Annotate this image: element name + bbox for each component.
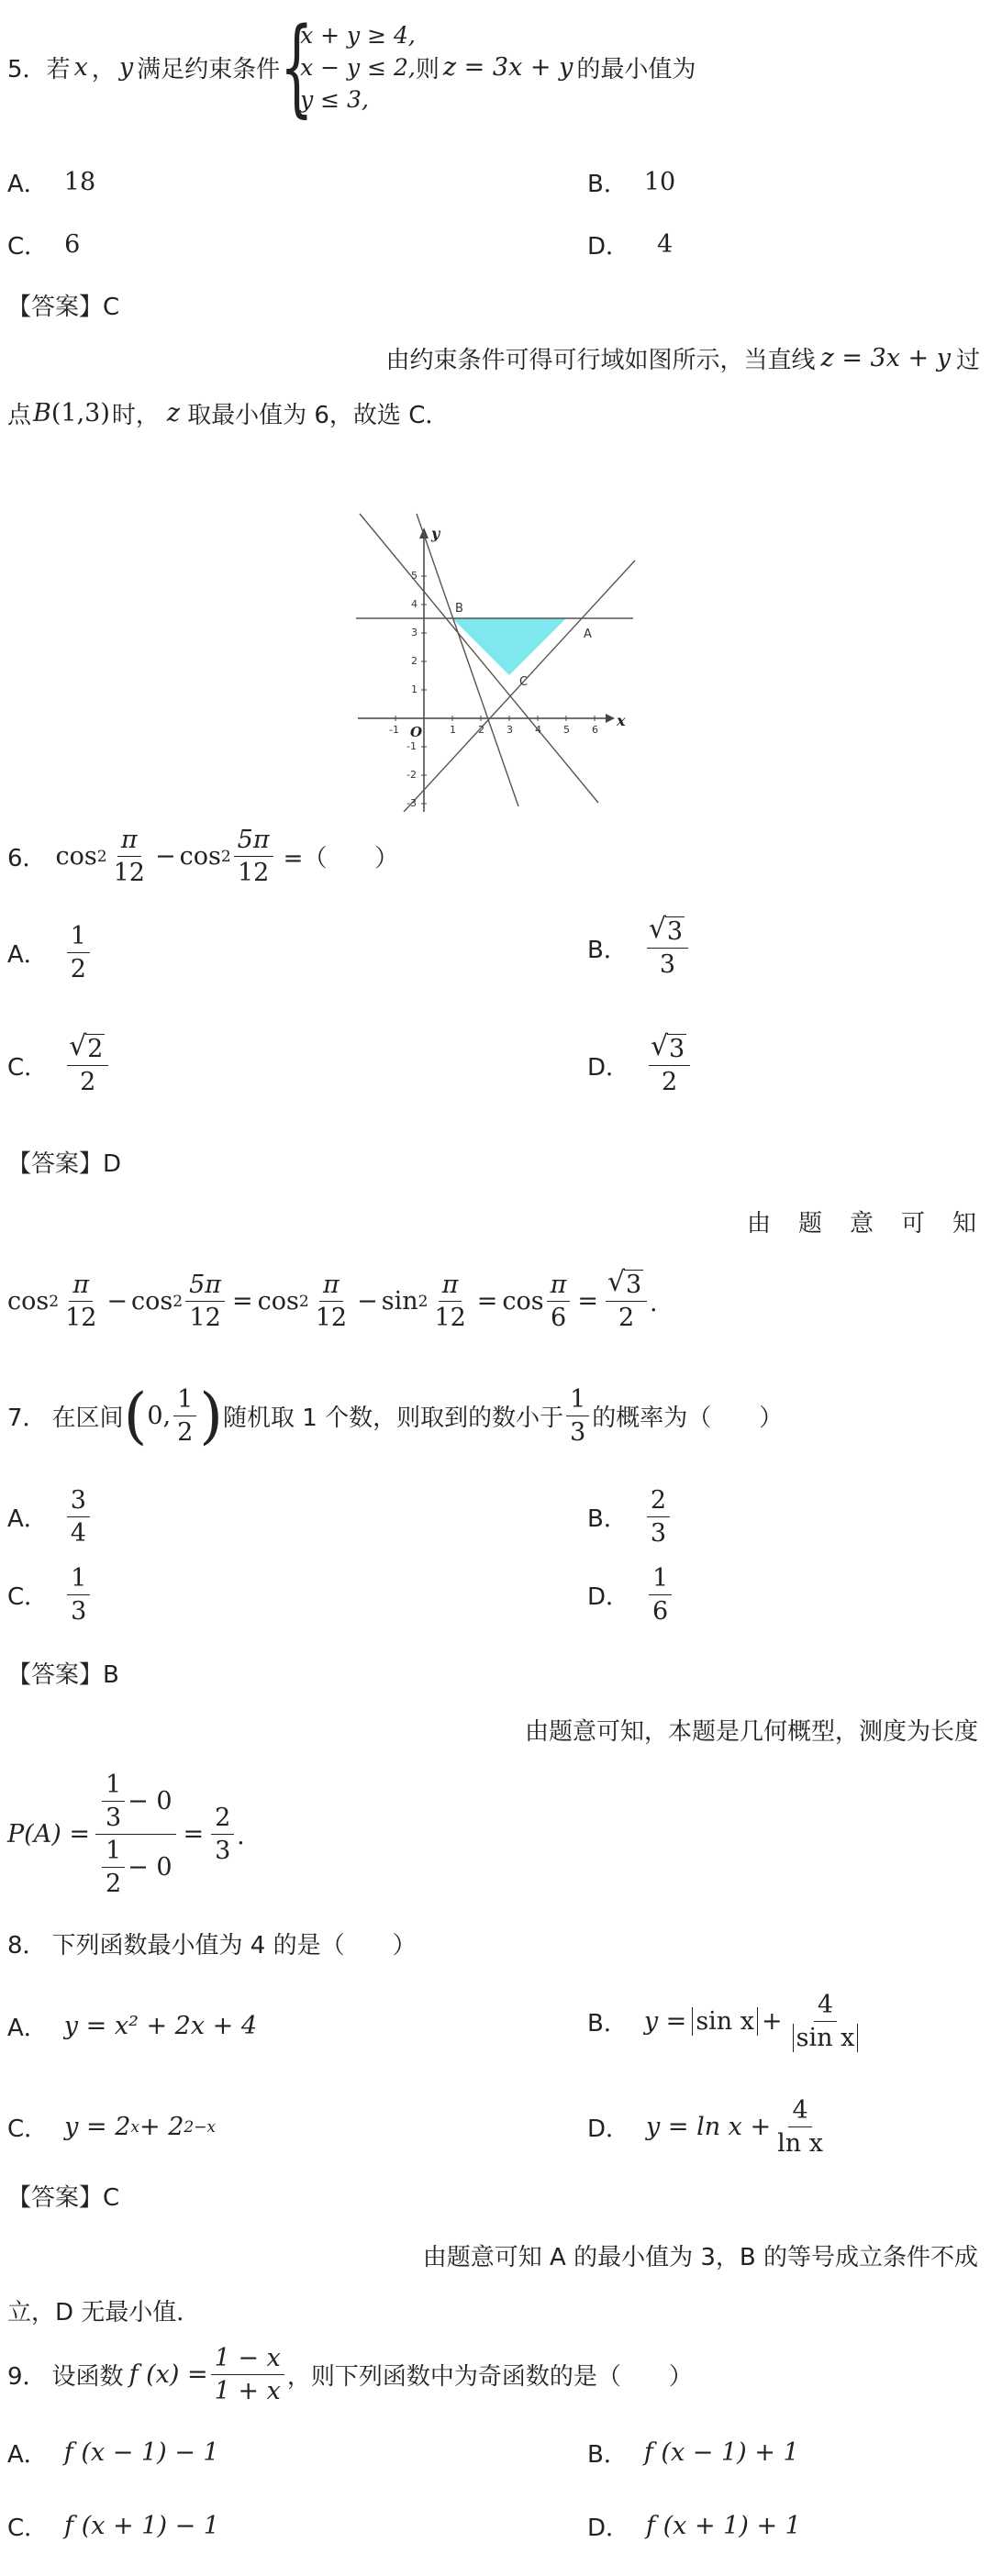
x-tick-label: 4	[535, 724, 541, 736]
feasible-region-graph	[349, 509, 642, 812]
q5-solution-line2: 点 B(1,3) 时， z 取最小值为 6，故选 C．	[7, 399, 450, 429]
q6-option-b: B． √ $\frac{3}{3}$	[587, 917, 691, 979]
q7-option-d: D． $\frac{1}{6}$	[587, 1564, 674, 1626]
constraint-brace: {	[280, 5, 314, 128]
q8-option-c: C． y = 2 x + 2 2−x	[7, 2113, 217, 2143]
q9-stem: 9． 设函数 f (x) = $\frac{1 - x}{1 + x}$ ，则下列函数中为奇函数的是（ ）	[7, 2344, 693, 2406]
q8-answer: 【答案】C	[7, 2184, 120, 2212]
q5-answer: 【答案】C	[7, 294, 120, 321]
x-tick-label: 3	[507, 724, 513, 736]
q8-option-a: A． y = x² + 2x + 4	[7, 2012, 258, 2042]
q8-option-b: B． y = sin x + $\frac{4}{\text{sin x}}$	[587, 1991, 864, 2052]
y-tick-label: -1	[406, 740, 417, 752]
q6-option-c: C． √ $\frac{2}{2}$	[7, 1035, 111, 1096]
constraint-system	[300, 19, 416, 116]
q5-option-c: C． 6	[7, 230, 81, 261]
q6-solution-text: 由 题 意 可 知	[746, 1210, 978, 1238]
x-tick-label: -1	[389, 724, 399, 736]
point-label-c: C	[519, 675, 529, 689]
y-tick-label: 2	[411, 655, 418, 667]
q5-option-a: A． 18	[7, 168, 96, 198]
q5-solution-line1: 由约束条件可得可行域如图所示，当直线 z = 3x + y 过	[385, 344, 980, 374]
q5-stem: 5． 若 x ， y 满足约束条件 { x + y ≥ 4, x − y ≤ 2, y ≤ 3, 则 z = 3x + y 的最小值为	[7, 5, 696, 128]
x-axis-label: x	[617, 712, 626, 729]
constraint-3: y ≤ 3,	[300, 85, 369, 113]
y-tick-label: 4	[411, 598, 418, 610]
x-axis-arrow	[606, 714, 615, 723]
q6-answer: 【答案】D	[7, 1150, 122, 1178]
y-tick-label: -3	[406, 797, 417, 809]
y-tick-label: 1	[411, 683, 418, 695]
q7-solution-text: 由题意可知，本题是几何概型，测度为长度	[524, 1718, 978, 1746]
constraint-2: x − y ≤ 2,	[300, 53, 416, 81]
q7-number: 7．	[7, 1405, 47, 1433]
q9-option-b: B． f (x − 1) + 1	[587, 2438, 799, 2469]
point-label-a: A	[584, 627, 592, 641]
q8-option-d: D． y = ln x + $\frac{4}{\text{ln x}}$	[587, 2096, 823, 2159]
axis-ticks	[395, 576, 595, 804]
x-tick-label: 2	[478, 724, 484, 736]
q6-number: 6．	[7, 845, 47, 873]
x-tick-label: 1	[450, 724, 456, 736]
y-tick-label: 5	[411, 570, 418, 582]
x-tick-label: 5	[563, 724, 570, 736]
q8-solution-line1: 由题意可知 A 的最小值为 3，B 的等号成立条件不成	[422, 2244, 978, 2271]
objective-expr: z = 3x + y	[442, 52, 573, 82]
q6-solution-formula: cos 2 $\frac{\pi}{12}$ − cos 2 $\frac{5\pi}{12}$ = cos 2 $\frac{\pi}{12}$ − sin 2 $\frac{\pi}{12}$ = cos $\frac{\pi}{6}$ = √ $\frac{3}{2}$ ．	[7, 1271, 674, 1332]
q5-option-d: D． 4	[587, 230, 674, 261]
line-x-plus-y-eq-4	[360, 514, 598, 803]
q8-stem: 8． 下列函数最小值为 4 的是（ ）	[7, 1926, 417, 1960]
q7-solution-formula: P(A) = $\frac{1}{3}$ − 0 $\frac{1}{2}$ − 0 = $\frac{2}{3}$ ．	[7, 1771, 262, 1899]
q7-option-a: A． $\frac{3}{4}$	[7, 1486, 93, 1548]
q7-option-b: B． $\frac{2}{3}$	[587, 1486, 673, 1548]
x-tick-label: 6	[592, 724, 598, 736]
q9-option-d: D． f (x + 1) + 1	[587, 2512, 801, 2542]
q8-number: 8．	[7, 1932, 47, 1960]
origin-label: O	[410, 724, 423, 740]
q7-stem: 7． 在区间 ( 0, $\frac{1}{2}$ ) 随机取 1 个数，则取到的数小于 $\frac{1}{3}$ 的概率为（ ）	[7, 1380, 784, 1451]
q9-option-a: A． f (x − 1) − 1	[7, 2438, 219, 2469]
q6-option-a: A． $\frac{1}{2}$	[7, 922, 93, 983]
y-axis-label: y	[431, 525, 440, 542]
q7-option-c: C． $\frac{1}{3}$	[7, 1564, 93, 1626]
y-tick-label: 3	[411, 627, 418, 638]
q6-stem: 6． cos 2 $\frac{\pi}{12}$ − cos 2 $\frac{5\pi}{12}$ =（ ）	[7, 826, 399, 888]
constraint-1: x + y ≥ 4,	[300, 21, 416, 49]
y-tick-label: -2	[406, 769, 417, 781]
q7-answer: 【答案】B	[7, 1661, 119, 1689]
q9-option-c: C． f (x + 1) − 1	[7, 2512, 219, 2542]
point-label-b: B	[455, 602, 463, 616]
q9-number: 9．	[7, 2363, 47, 2392]
q5-number: 5．	[7, 55, 47, 83]
q5-option-b: B． 10	[587, 168, 676, 198]
q8-solution-line2: 立，D 无最小值．	[7, 2299, 201, 2326]
q6-option-d: D． √ $\frac{3}{2}$	[587, 1035, 693, 1096]
